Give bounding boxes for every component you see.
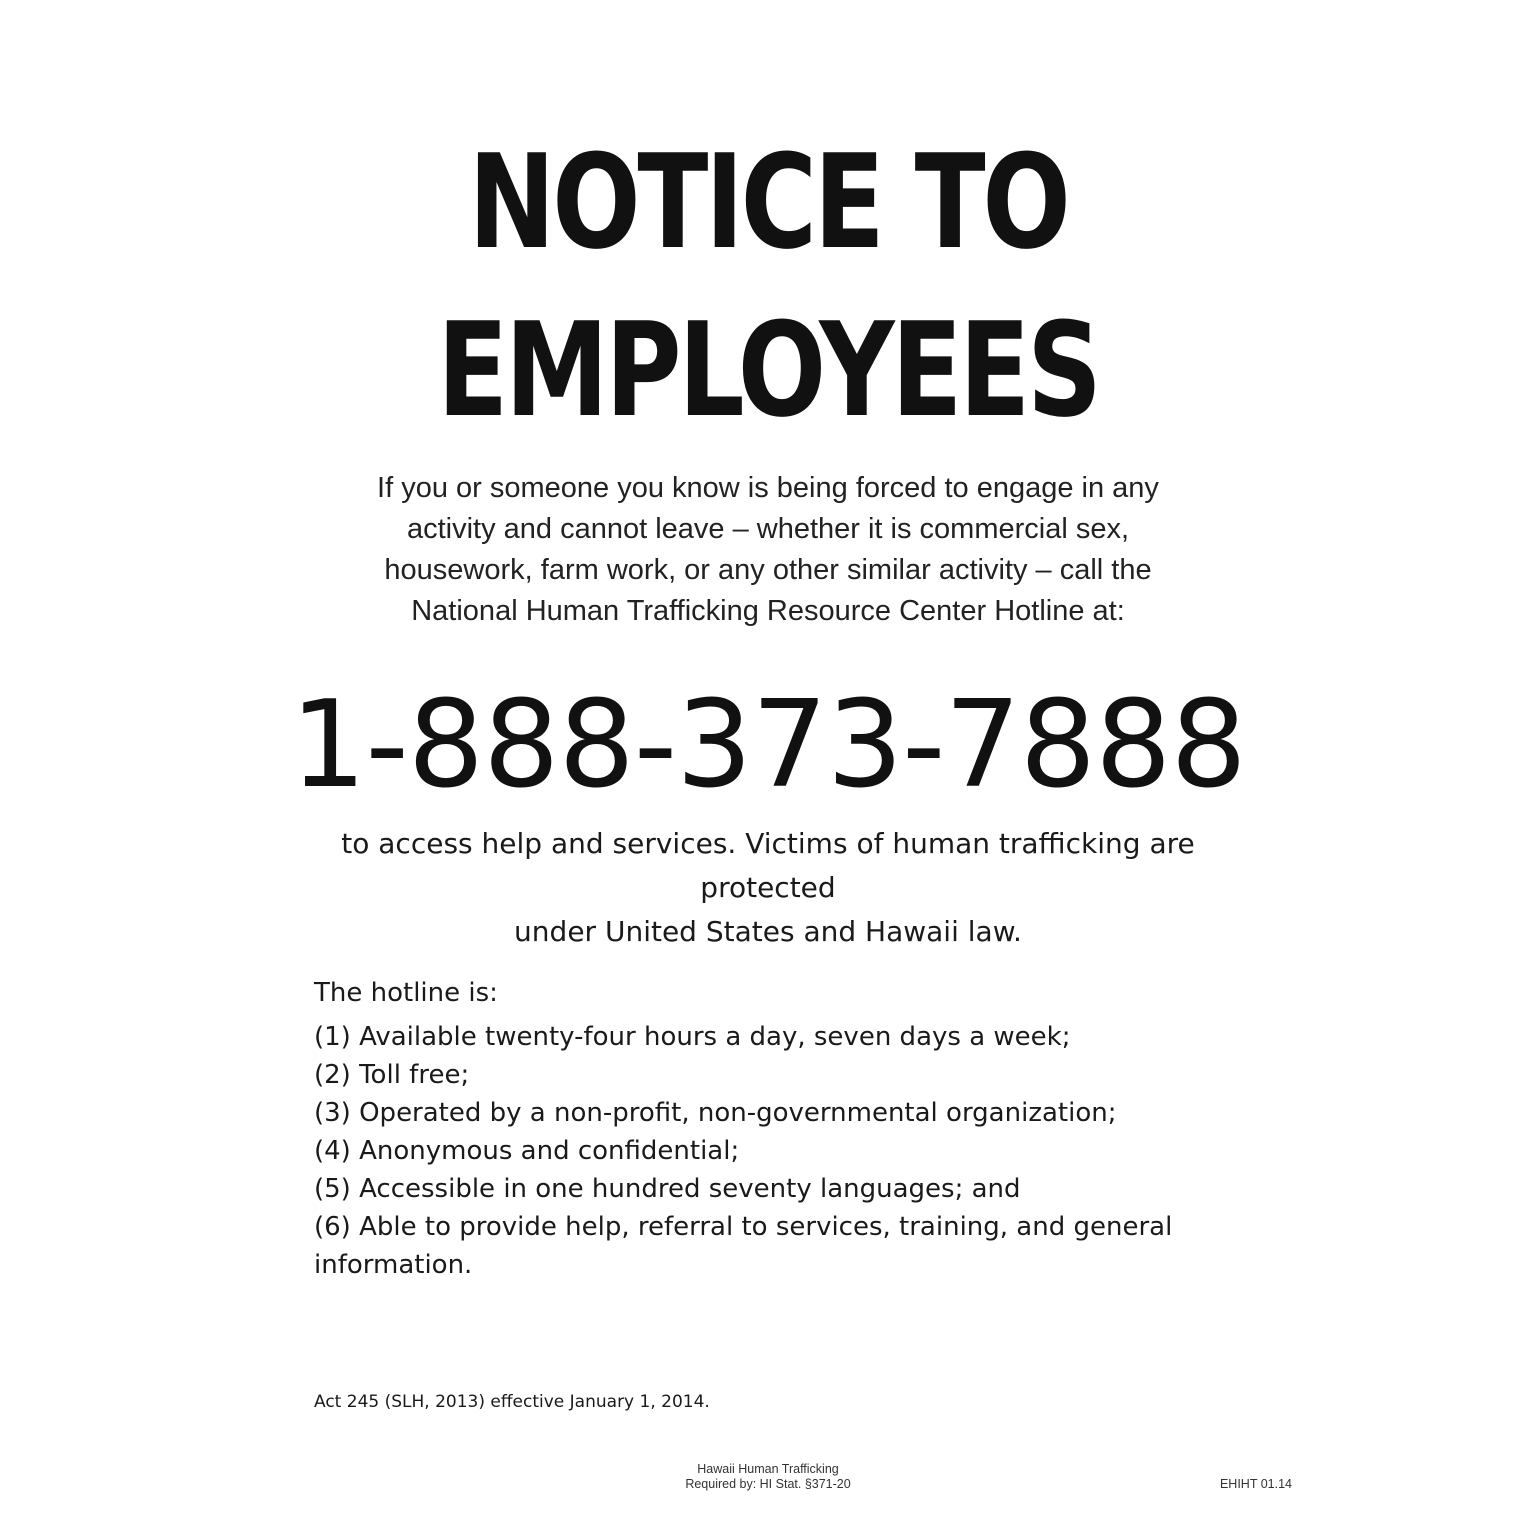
hotline-heading: The hotline is: bbox=[314, 978, 498, 1008]
intro-line: National Human Trafficking Resource Center Hotline at: bbox=[411, 595, 1125, 627]
hotline-features bbox=[314, 974, 1214, 1284]
hotline-feature-list bbox=[314, 1018, 1214, 1284]
footer-statute bbox=[568, 1462, 968, 1492]
intro-paragraph bbox=[318, 468, 1218, 632]
list-item: (5) Accessible in one hundred seventy languages; and bbox=[314, 1174, 1021, 1204]
footer-form-code: EHIHT 01.14 bbox=[1219, 1477, 1292, 1491]
list-item: (6) Able to provide help, referral to services, training, and general bbox=[314, 1212, 1173, 1242]
footer-line-2: Required by: HI Stat. §371-20 bbox=[685, 1477, 851, 1491]
intro-line: If you or someone you know is being forced to engage in any bbox=[377, 472, 1159, 504]
intro-line: housework, farm work, or any other similar activity – call the bbox=[384, 554, 1152, 586]
act-note: Act 245 (SLH, 2013) effective January 1, 2014. bbox=[314, 1392, 710, 1412]
protection-line: to access help and services. Victims of human trafficking are protected bbox=[341, 827, 1195, 904]
list-item: (3) Operated by a non-profit, non-governmental organization; bbox=[314, 1098, 1117, 1128]
title-line-1: NOTICE TO bbox=[468, 126, 1068, 278]
protection-line: under United States and Hawaii law. bbox=[514, 915, 1022, 948]
intro-line: activity and cannot leave – whether it is commercial sex, bbox=[406, 513, 1130, 545]
title-line-2: EMPLOYEES bbox=[437, 294, 1099, 446]
list-item: (2) Toll free; bbox=[314, 1060, 470, 1090]
list-item: (1) Available twenty-four hours a day, seven days a week; bbox=[314, 1022, 1071, 1052]
poster-title bbox=[154, 118, 1383, 454]
footer-line-1: Hawaii Human Trafficking bbox=[697, 1462, 839, 1476]
hotline-phone-number: 1-888-373-7888 bbox=[290, 676, 1246, 815]
list-item: (4) Anonymous and confidential; bbox=[314, 1136, 740, 1166]
protection-paragraph bbox=[300, 822, 1236, 954]
list-item: information. bbox=[314, 1250, 473, 1280]
